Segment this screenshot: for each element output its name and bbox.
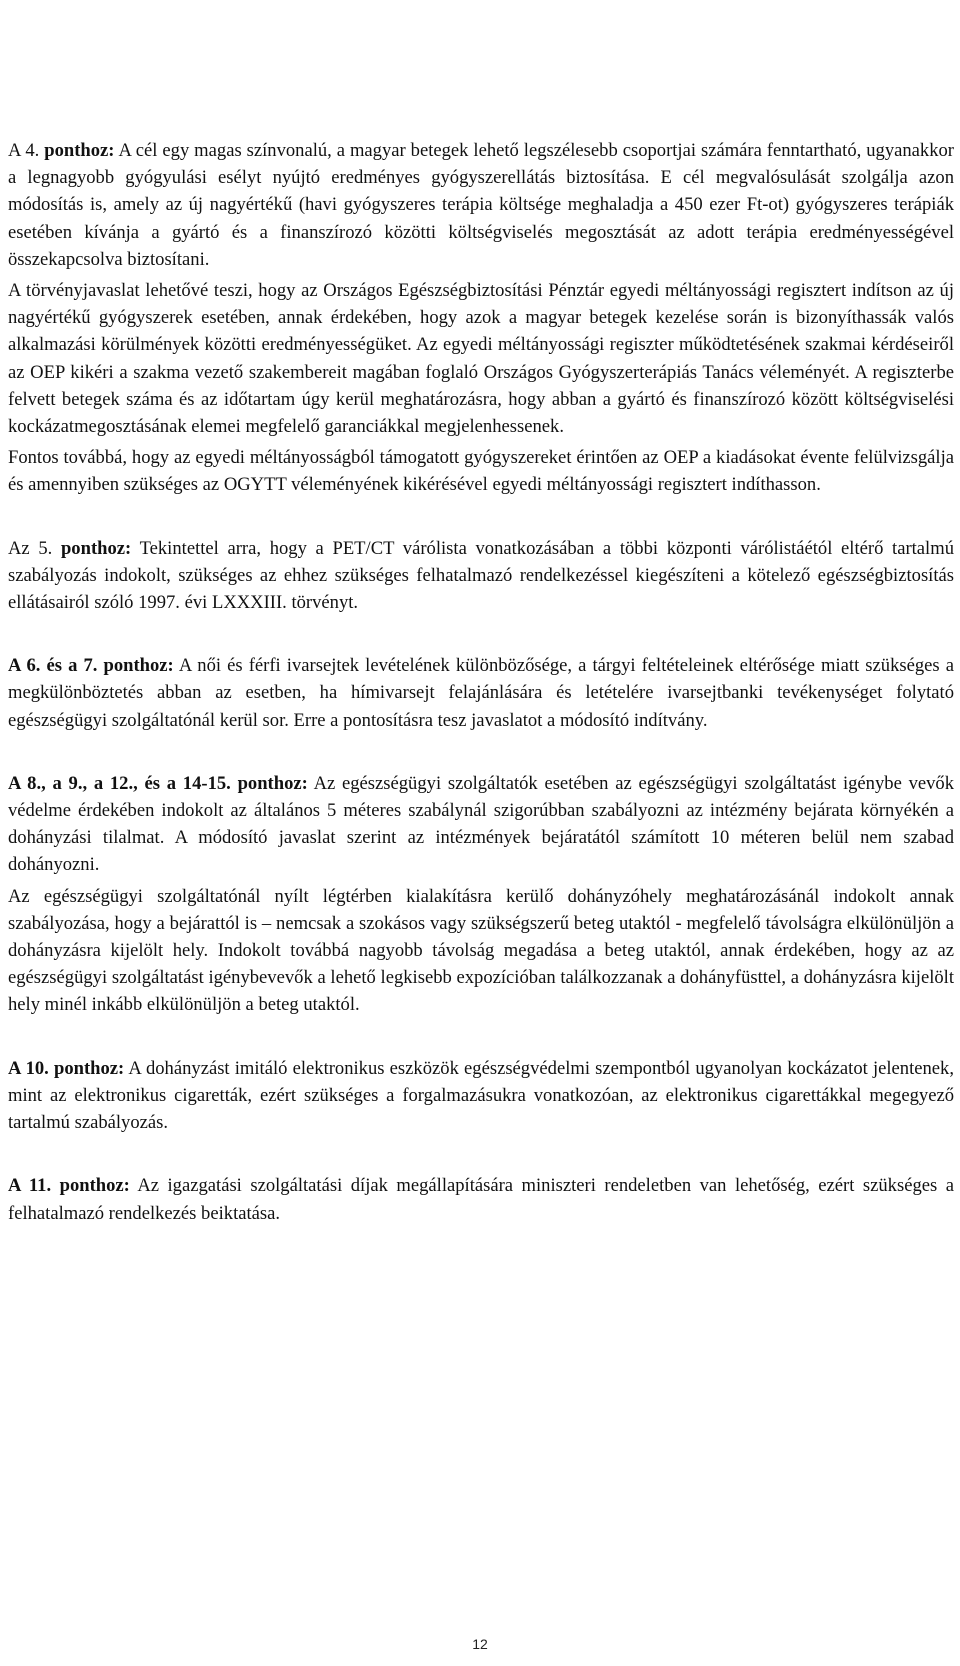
paragraph-text: Fontos továbbá, hogy az egyedi méltányosságból támogatott gyógyszereket érintően az OEP a kiadásokat évente felülvizsgálja és amennyiben szükséges az OGYTT véleményének kikérésével egyedi méltányossági regisztert indíthasson. [8, 447, 954, 496]
paragraph-registry [8, 277, 954, 440]
document-body [8, 137, 954, 1227]
page-number: 12 [472, 1636, 488, 1652]
paragraph-text: A törvényjavaslat lehetővé teszi, hogy az Országos Egészségbiztosítási Pénztár egyedi méltányossági regisztert indítson az új nagyértékű gyógyszerek esetében, annak érdekében, hogy azok a magyar betegek kezelése során is bizonyíthassák valós alkalmazási körülmények közötti eredményességüket. Az egyedi méltányossági regiszter működtetésének szakmai kérdéseiről az OEP kikéri a szakma vezető szakembereit magában foglaló Országos Gyógyszerterápiás Tanács véleményét. A regiszterbe felvett betegek száma és az időtartam úgy kerül meghatározásra, hogy abban a gyártó és finanszírozó között költségviselési kockázatmegosztásának elemei megfelelő garanciákkal megjelenhessenek. [8, 280, 954, 438]
paragraph-heading: ponthoz: [237, 772, 308, 794]
paragraph-oep-review [8, 444, 954, 498]
paragraph-smoking-area [8, 883, 954, 1019]
paragraph-lead: Az 5. [8, 537, 53, 559]
paragraph-lead: A 4. [8, 140, 40, 161]
paragraph-text: Az egészségügyi szolgáltatók esetében az egészségügyi szolgáltatást igénybe vevők védelme érdekében indokolt az általános 5 méteres szabálynál szigorúbban szabályozni az intézmény bejárata környékén a dohányzási tilalmat. A módosító javaslat szerint az intézmények bejáratától számított 10 méteren belül nem szabad dohányozni. [8, 772, 955, 876]
paragraph-text: A cél egy magas színvonalú, a magyar betegek lehető legszélesebb csoportjai számára fenntartható, ugyanakkor a legnagyobb gyógyulási esélyt nyújtó eredményes gyógyszerellátás biztosítása. E cél megvalósulását szolgálja azon módosítás is, amely az új nagyértékű (havi gyógyszeres terápia költsége meghaladja a 450 ezer Ft-ot) gyógyszeres terápiák esetében kívánja a gyártó és a finanszírozó közötti költségviselés megosztását az adott terápia eredményességével összekapcsolva biztosítani. [8, 140, 955, 270]
paragraph-heading: ponthoz: [60, 537, 132, 559]
paragraph-text: A női és férfi ivarsejtek levételének különbözősége, a tárgyi feltételeinek eltérősége miatt szükséges a megkülönböztetés abban az esetben, ha hímivarsejt felajánlására és letételére ivarsejtbanki tevékenységet folytató egészségügyi szolgáltatónál kerül sor. Erre a pontosításra tesz javaslatot a módosító indítvány. [8, 655, 955, 731]
paragraph-point-5 [8, 535, 954, 617]
paragraph-point-8-15 [8, 770, 954, 879]
paragraph-point-10 [8, 1055, 954, 1137]
paragraph-lead: A 6. és a 7. [8, 655, 98, 677]
paragraph-text: Tekintettel arra, hogy a PET/CT várólista vonatkozásában a többi központi várólistáétól eltérő tartalmú szabályozás indokolt, szükséges az ehhez szükséges felhatalmazó rendelkezéssel kiegészíteni a kötelező egészségbiztosítás ellátásairól szóló 1997. évi LXXXIII. törvényt. [8, 537, 954, 614]
paragraph-point-4 [8, 137, 954, 273]
paragraph-lead: A 10. [8, 1057, 49, 1079]
paragraph-point-11 [8, 1172, 954, 1226]
paragraph-text: Az igazgatási szolgáltatási díjak megállapítására miniszteri rendeletben van lehetőség, ezért szükséges a felhatalmazó rendelkezés beiktatása. [8, 1175, 954, 1224]
paragraph-lead: A 11. [8, 1175, 52, 1197]
paragraph-heading: ponthoz: [103, 655, 174, 677]
paragraph-heading: ponthoz: [53, 1057, 125, 1079]
paragraph-heading: ponthoz: [44, 140, 115, 161]
paragraph-lead: A 8., a 9., a 12., és a 14-15. [8, 772, 231, 794]
paragraph-text: Az egészségügyi szolgáltatónál nyílt légtérben kialakításra kerülő dohányzóhely meghatározásánál indokolt annak szabályozása, hogy a bejárattól is – nemcsak a szokásos vagy szükségszerű beteg utaktól - megfelelő távolságra elkülönüljön a dohányzásra kijelölt hely. Indokolt továbbá nagyobb távolság megadása a beteg utaktól, annak érdekében, hogy az az egészségügyi szolgáltatást igénybevevők a lehető legkisebb expozícióban találkozzanak a dohányfüsttel, a dohányzásra kijelölt hely minél inkább elkülönüljön a beteg utaktól. [8, 885, 954, 1016]
paragraph-text: A dohányzást imitáló elektronikus eszközök egészségvédelmi szempontból ugyanolyan kockázatot jelentenek, mint az elektronikus cigaretták, ezért szükséges a forgalmazásukra vonatkozóan, az elektronikus cigarettákkal megegyező tartalmú szabályozás. [8, 1057, 954, 1134]
paragraph-point-6-7 [8, 652, 954, 734]
paragraph-heading: ponthoz: [59, 1175, 130, 1197]
